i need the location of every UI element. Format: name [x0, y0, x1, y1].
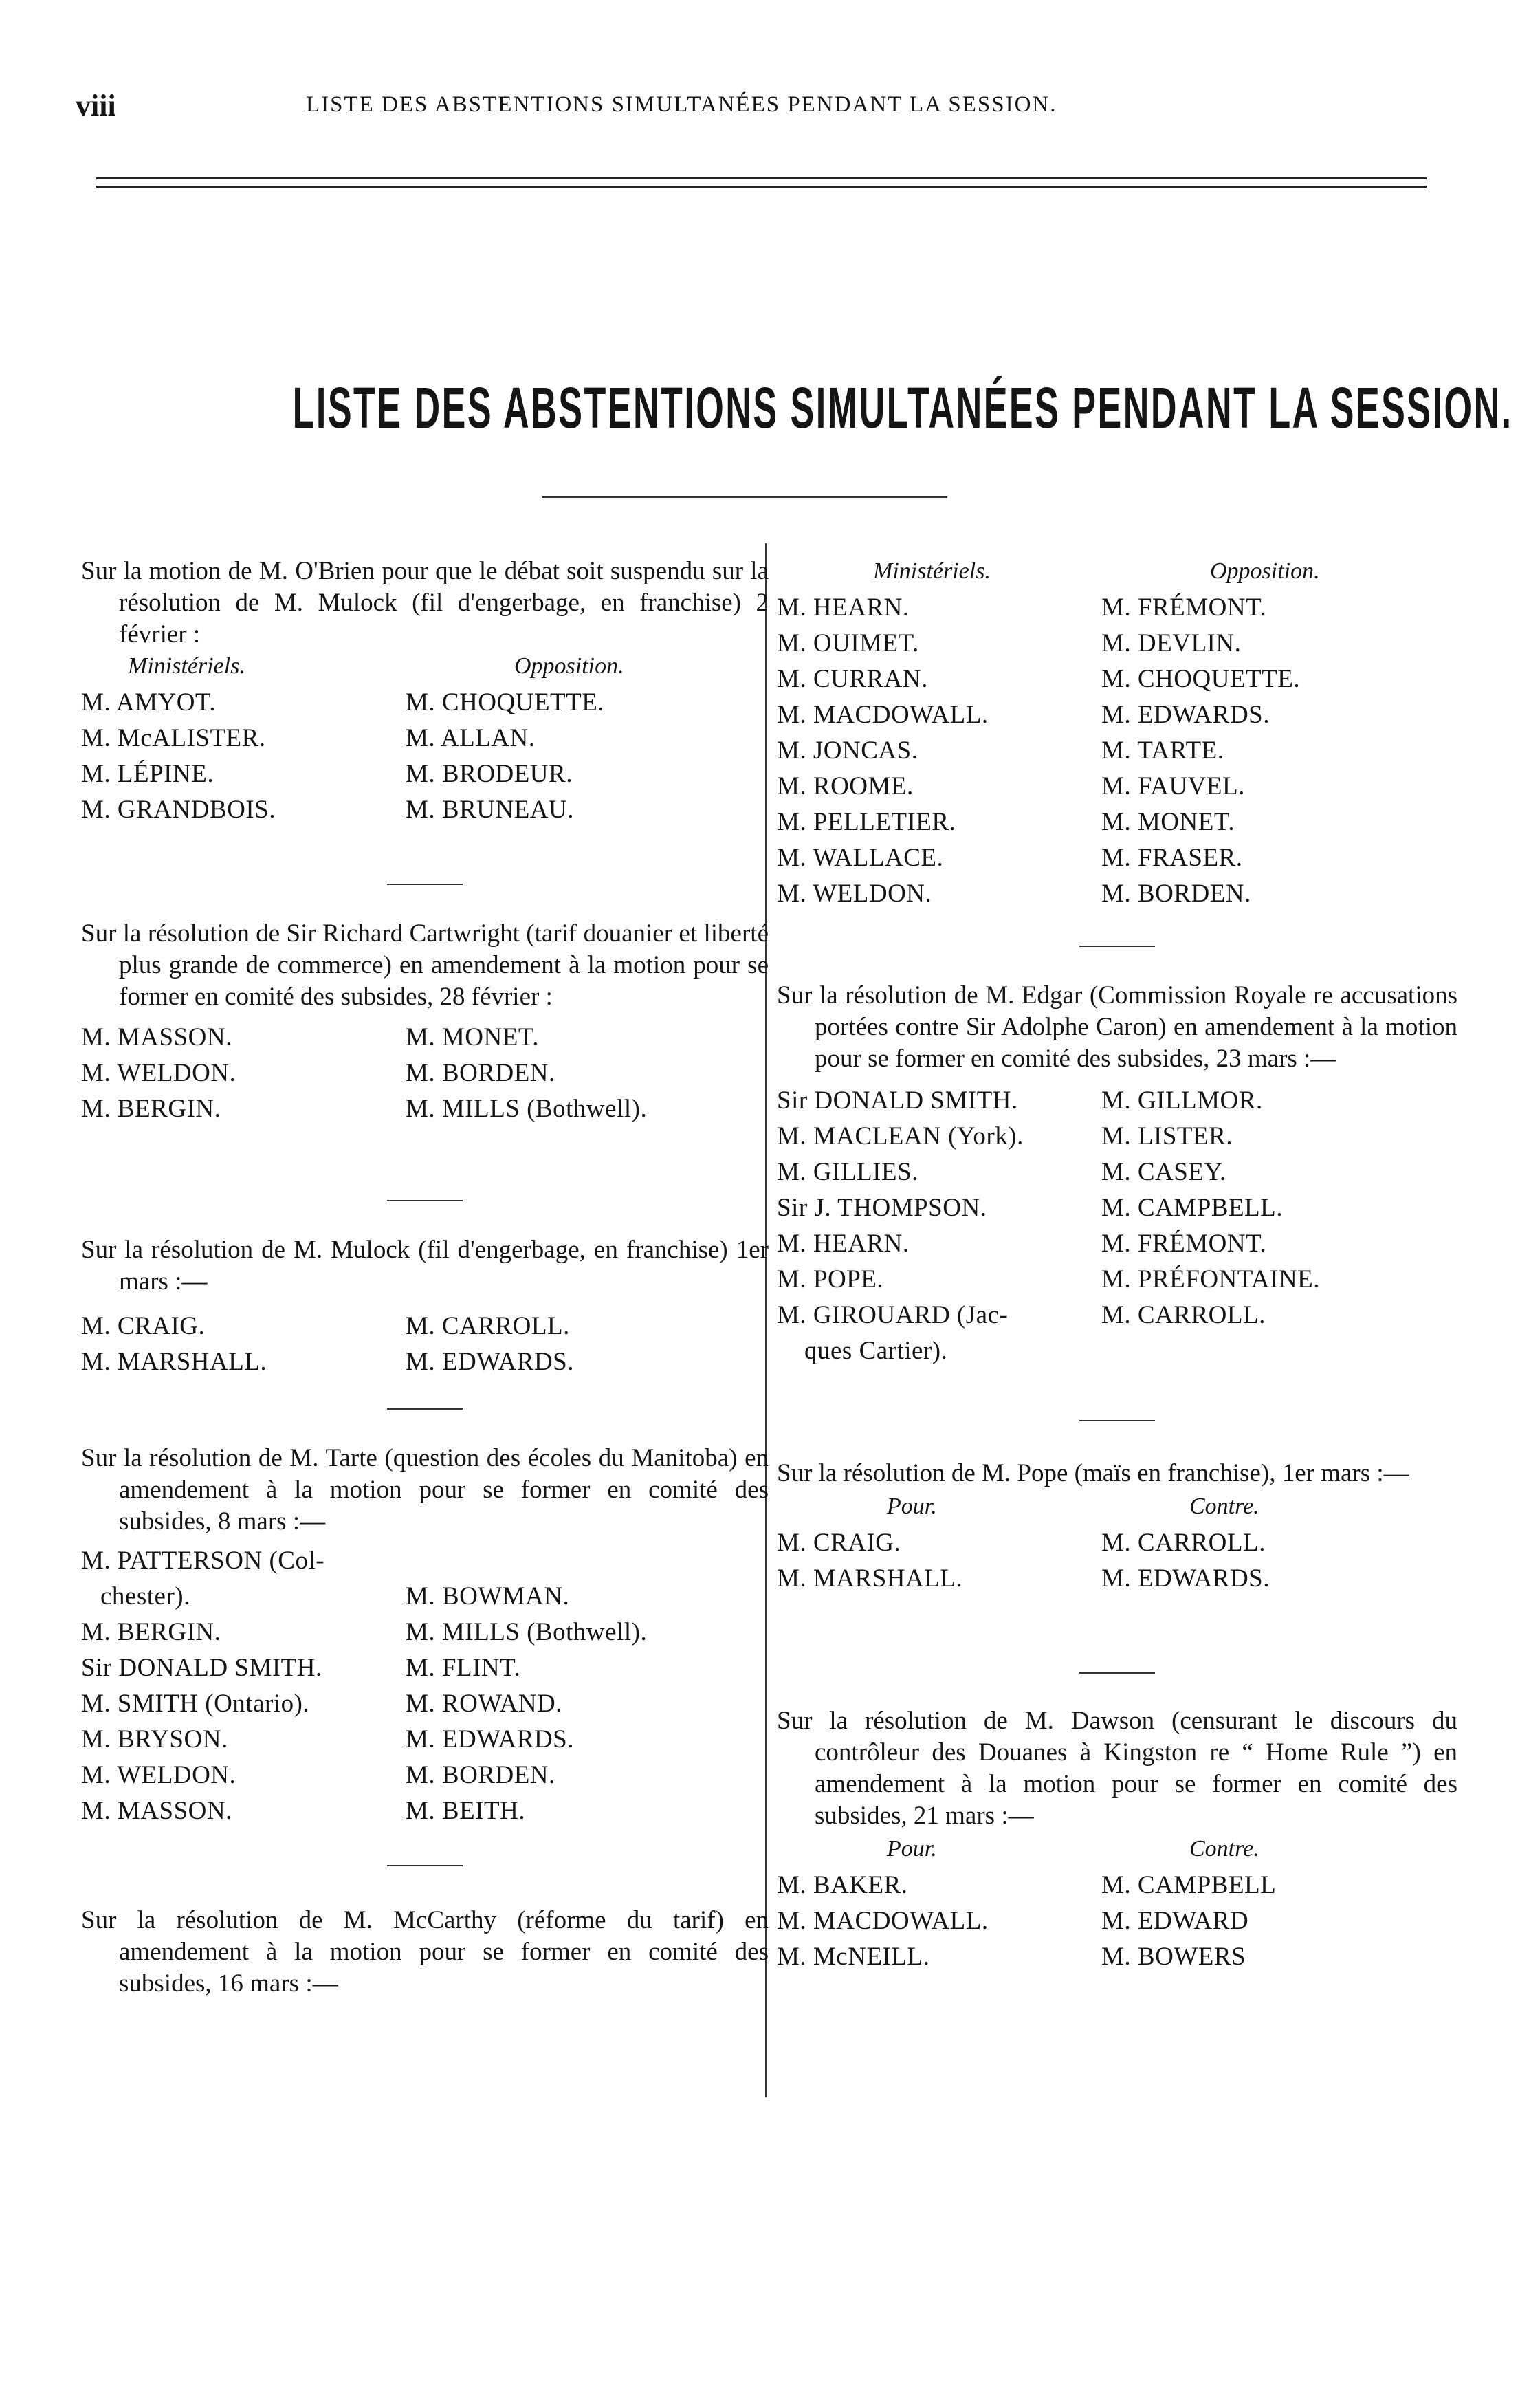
header-opposition: Opposition.: [514, 653, 624, 679]
member-name: M. MILLS (Bothwell).: [406, 1095, 648, 1123]
names-list: [777, 1868, 1458, 1975]
member-name: M. BRODEUR.: [406, 760, 573, 788]
section-separator: [387, 1200, 463, 1201]
member-name: M. CURRAN.: [777, 665, 928, 693]
names-list: [777, 1525, 1458, 1597]
member-name: M. CARROLL.: [406, 1312, 570, 1340]
motion-text: Sur la résolution de M. Edgar (Commission Royale re accusations portées contre Sir Adolphe Caron) en amendement à la motion pour se former en comité des subsides, 23 mars :—: [777, 981, 1458, 1073]
member-name: M. AMYOT.: [81, 688, 217, 717]
motion-text: Sur la résolution de Sir Richard Cartwright (tarif douanier et liberté plus grande de commerce) en amendement à la motion pour se former en comité des subsides, 28 février :: [81, 919, 769, 1011]
vote-block: [81, 1905, 769, 2000]
member-name: M. ROWAND.: [406, 1690, 563, 1718]
member-name: M. FRÉMONT.: [1101, 1230, 1267, 1258]
vote-block: [81, 1443, 769, 1829]
names-list: [81, 685, 769, 828]
member-name: M. McALISTER.: [81, 724, 266, 752]
page-number: viii: [76, 89, 116, 122]
member-name: M. BRYSON.: [81, 1725, 228, 1753]
vote-block: [81, 556, 769, 828]
section-separator: [387, 884, 463, 885]
header-ministeriels: Ministériels.: [873, 558, 991, 584]
header-pour: Pour.: [887, 1494, 937, 1519]
section-separator: [1079, 1420, 1155, 1421]
motion-text: Sur la motion de M. O'Brien pour que le débat soit suspendu sur la résolution de M. Mulock (fil d'engerbage, en franchise) 2 février :: [81, 557, 769, 648]
member-name: Sir J. THOMPSON.: [777, 1194, 987, 1222]
motion-text: Sur la résolution de M. McCarthy (réforme du tarif) en amendement à la motion pour se former en comité des subsides, 16 mars :—: [81, 1906, 769, 1998]
vote-block: [777, 1458, 1458, 1597]
member-name: M. FRASER.: [1101, 844, 1243, 872]
member-name: M. HEARN.: [777, 593, 910, 622]
member-name: M. BRUNEAU.: [406, 796, 574, 824]
member-name: M. GIROUARD (Jac-: [777, 1301, 1009, 1329]
member-name: M. POPE.: [777, 1265, 884, 1293]
member-name: M. SMITH (Ontario).: [81, 1690, 310, 1718]
member-name: M. PRÉFONTAINE.: [1101, 1265, 1321, 1293]
member-name: M. BERGIN.: [81, 1618, 221, 1646]
motion-text: Sur la résolution de M. Dawson (censurant le discours du contrôleur des Douanes à Kingston re “ Home Rule ”) en amendement à la motion pour se former en comité des subsides, 21 mars :—: [777, 1707, 1458, 1830]
running-title: LISTE DES ABSTENTIONS SIMULTANÉES PENDANT LA SESSION.: [306, 92, 1057, 117]
header-opposition: Opposition.: [1210, 558, 1320, 584]
member-name: M. CHOQUETTE.: [406, 688, 605, 717]
motion-text: Sur la résolution de M. Tarte (question des écoles du Manitoba) en amendement à la motion pour se former en comité des subsides, 8 mars :—: [81, 1444, 769, 1536]
section-separator: [1079, 946, 1155, 947]
member-name: M. PELLETIER.: [777, 808, 956, 836]
member-name: M. MASSON.: [81, 1797, 232, 1825]
title-rule: [542, 496, 947, 498]
member-name: M. FRÉMONT.: [1101, 593, 1267, 622]
member-name: M. CARROLL.: [1101, 1301, 1266, 1329]
member-name: M. MARSHALL.: [81, 1348, 267, 1376]
member-name: M. CAMPBELL.: [1101, 1194, 1284, 1222]
member-name: M. BORDEN.: [406, 1761, 556, 1789]
vote-block: [777, 558, 1458, 912]
motion-text: Sur la résolution de M. Mulock (fil d'engerbage, en franchise) 1er mars :—: [81, 1236, 769, 1296]
column-headers: [81, 653, 769, 685]
member-name: chester).: [100, 1582, 190, 1610]
member-name: M. EDWARDS.: [1101, 701, 1270, 729]
vote-block: [777, 980, 1458, 1369]
running-head: [76, 88, 1437, 136]
header-contre: Contre.: [1189, 1836, 1260, 1861]
member-name: M. ALLAN.: [406, 724, 536, 752]
member-name: M. MASSON.: [81, 1023, 232, 1051]
member-name: M. DEVLIN.: [1101, 629, 1242, 657]
member-name: M. FAUVEL.: [1101, 772, 1245, 800]
member-name: M. LISTER.: [1101, 1122, 1233, 1150]
member-name: M. BOWMAN.: [406, 1582, 570, 1610]
motion-text: Sur la résolution de M. Pope (maïs en franchise), 1er mars :—: [777, 1459, 1409, 1487]
member-name: M. MONET.: [406, 1023, 539, 1051]
member-name: M. GILLMOR.: [1101, 1086, 1263, 1115]
header-double-rule: [96, 177, 1427, 188]
member-name: Sir DONALD SMITH.: [81, 1654, 322, 1682]
names-list: [81, 1309, 769, 1380]
member-name: M. CASEY.: [1101, 1158, 1226, 1186]
header-contre: Contre.: [1189, 1494, 1260, 1519]
vote-block: [81, 1234, 769, 1380]
member-name: M. WELDON.: [777, 879, 932, 908]
member-name: M. McNEILL.: [777, 1943, 930, 1971]
member-name: M. BORDEN.: [1101, 879, 1251, 908]
names-list: [81, 1020, 769, 1127]
member-name: M. OUIMET.: [777, 629, 919, 657]
member-name: M. GILLIES.: [777, 1158, 918, 1186]
member-name: M. WELDON.: [81, 1059, 236, 1087]
member-name: M. BOWERS: [1101, 1943, 1246, 1971]
member-name: M. FLINT.: [406, 1654, 521, 1682]
member-name: M. WALLACE.: [777, 844, 944, 872]
member-name: M. WELDON.: [81, 1761, 236, 1789]
vote-block: [777, 1705, 1458, 1975]
member-name: M. BORDEN.: [406, 1059, 556, 1087]
member-name: M. CRAIG.: [777, 1529, 901, 1557]
vote-block: [81, 918, 769, 1127]
column-headers: [777, 558, 1458, 590]
member-name: M. CARROLL.: [1101, 1529, 1266, 1557]
section-separator: [387, 1865, 463, 1866]
member-name: M. CAMPBELL: [1101, 1871, 1277, 1899]
member-name: M. EDWARDS.: [406, 1348, 574, 1376]
member-name: M. HEARN.: [777, 1230, 910, 1258]
member-name: M. GRANDBOIS.: [81, 796, 276, 824]
member-name: M. EDWARD: [1101, 1907, 1249, 1935]
member-name: ques Cartier).: [804, 1337, 948, 1365]
member-name: M. MACDOWALL.: [777, 1907, 989, 1935]
member-name: Sir DONALD SMITH.: [777, 1086, 1018, 1115]
member-name: M. TARTE.: [1101, 736, 1224, 765]
member-name: M. ROOME.: [777, 772, 914, 800]
member-name: M. BERGIN.: [81, 1095, 221, 1123]
member-name: M. BEITH.: [406, 1797, 526, 1825]
member-name: M. PATTERSON (Col-: [81, 1547, 325, 1575]
column-headers: [777, 1494, 1458, 1525]
page-title: LISTE DES ABSTENTIONS SIMULTANÉES PENDANT LA SESSION.: [292, 375, 1513, 440]
header-pour: Pour.: [887, 1836, 937, 1861]
column-headers: [777, 1836, 1458, 1868]
member-name: M. CRAIG.: [81, 1312, 206, 1340]
member-name: M. JONCAS.: [777, 736, 918, 765]
member-name: M. MARSHALL.: [777, 1564, 963, 1593]
names-list: [777, 590, 1458, 912]
member-name: M. MILLS (Bothwell).: [406, 1618, 648, 1646]
member-name: M. EDWARDS.: [406, 1725, 574, 1753]
section-separator: [387, 1408, 463, 1410]
member-name: M. EDWARDS.: [1101, 1564, 1270, 1593]
member-name: M. BAKER.: [777, 1871, 908, 1899]
member-name: M. CHOQUETTE.: [1101, 665, 1301, 693]
names-list: [81, 1543, 769, 1829]
section-separator: [1079, 1672, 1155, 1674]
header-ministeriels: Ministériels.: [128, 653, 245, 679]
member-name: M. MACDOWALL.: [777, 701, 989, 729]
member-name: M. MONET.: [1101, 808, 1235, 836]
names-list: [777, 1083, 1458, 1369]
member-name: M. MACLEAN (York).: [777, 1122, 1024, 1150]
member-name: M. LÉPINE.: [81, 760, 214, 788]
